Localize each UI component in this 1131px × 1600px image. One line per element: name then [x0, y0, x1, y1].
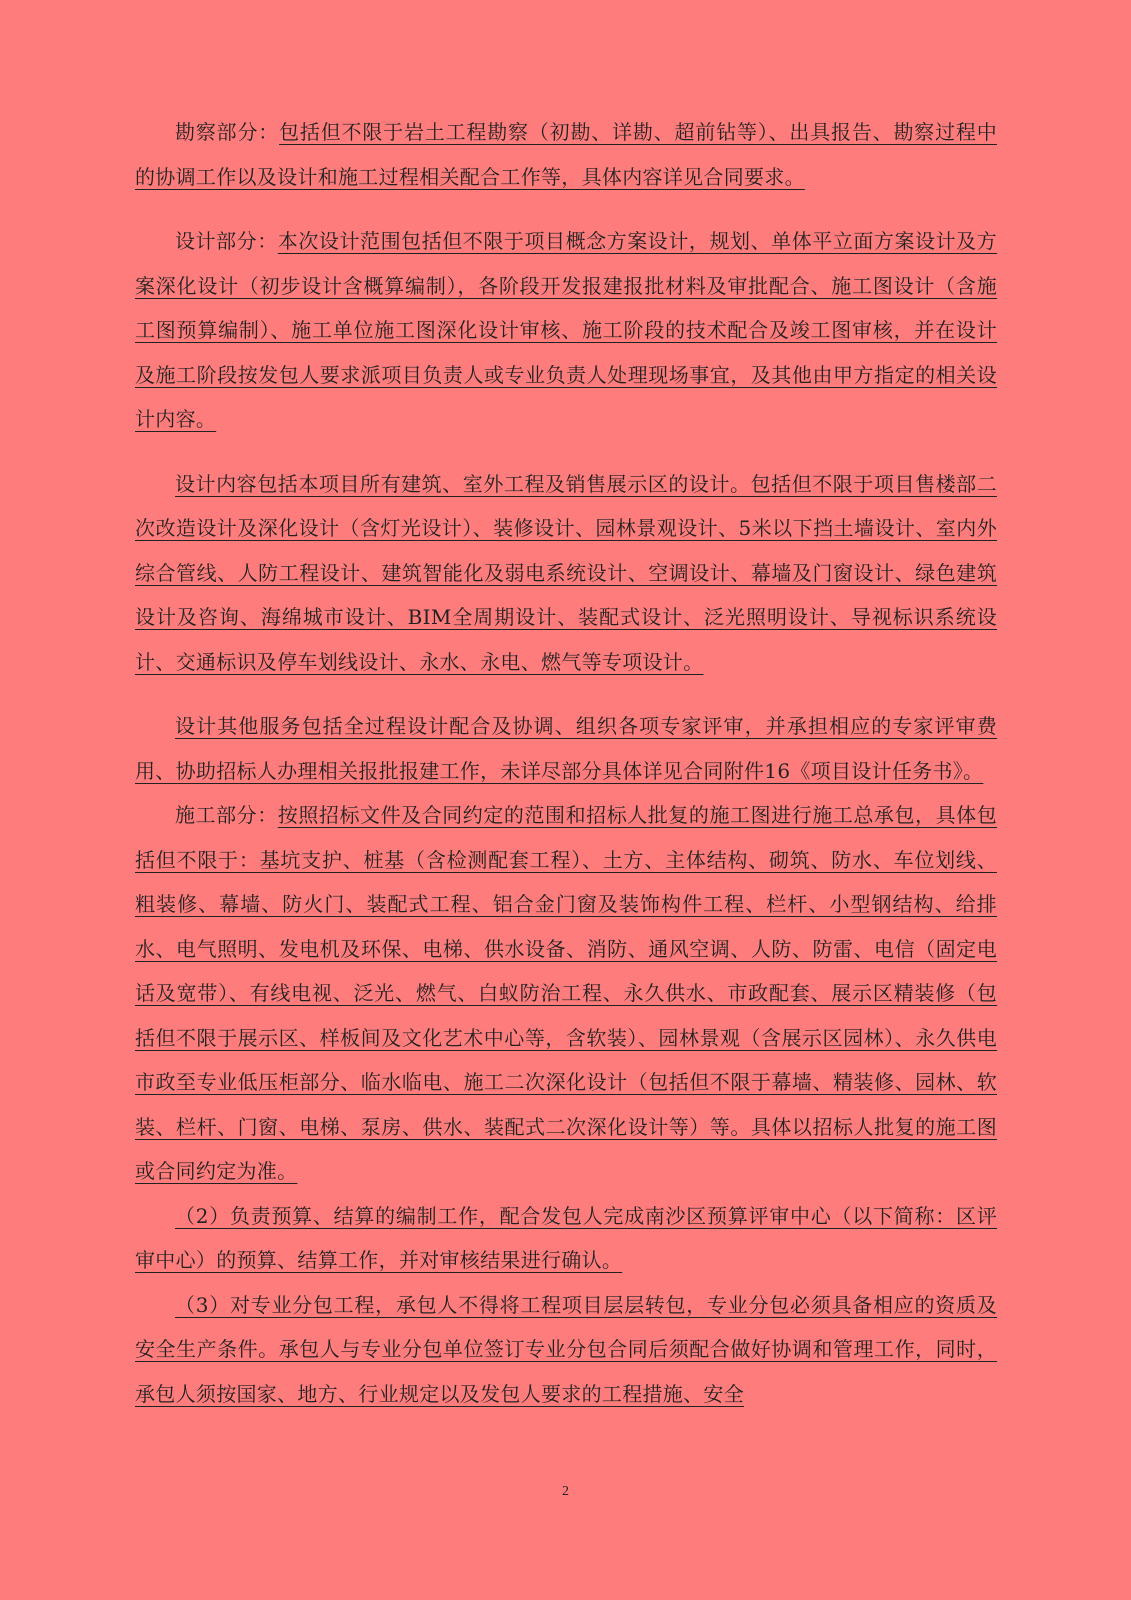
- paragraph-design: [135, 219, 997, 442]
- paragraph-text: （3）对专业分包工程，承包人不得将工程项目层层转包，专业分包必须具备相应的资质及安全生产条件。承包人与专业分包单位签订专业分包合同后须配合做好协调和管理工作，同时，承包人须按国家、地方、行业规定以及发包人要求的工程措施、安全: [135, 1292, 997, 1406]
- paragraph-label: 勘察部分：: [175, 120, 280, 144]
- paragraph-text: 设计其他服务包括全过程设计配合及协调、组织各项专家评审，并承担相应的专家评审费用、协助招标人办理相关报批报建工作，未详尽部分具体详见合同附件16《项目设计任务书》。: [135, 714, 997, 783]
- paragraph-survey: [135, 110, 997, 199]
- page-number: 2: [562, 1484, 569, 1499]
- paragraph-budget: [135, 1194, 997, 1283]
- paragraph-text: 按照招标文件及合同约定的范围和招标人批复的施工图进行施工总承包，具体包括但不限于：基坑支护、桩基（含检测配套工程）、土方、主体结构、砌筑、防水、车位划线、粗装修、幕墙、防火门、装配式工程、铝合金门窗及装饰构件工程、栏杆、小型钢结构、给排水、电气照明、发电机及环保、电梯、供水设备、消防、通风空调、人防、防雷、电信（固定电话及宽带）、有线电视、泛光、燃气、白蚁防治工程、永久供水、市政配套、展示区精装修（包括但不限于展示区、样板间及文化艺术中心等，含软装）、园林景观（含展示区园林）、永久供电市政至专业低压柜部分、临水临电、施工二次深化设计（包括但不限于幕墙、精装修、园林、软装、栏杆、门窗、电梯、泵房、供水、装配式二次深化设计等）等。具体以招标人批复的施工图或合同约定为准。: [135, 803, 998, 1183]
- document-body: [135, 110, 997, 1416]
- paragraph-text: 包括但不限于岩土工程勘察（初勘、详勘、超前钻等）、出具报告、勘察过程中的协调工作以及设计和施工过程相关配合工作等，具体内容详见合同要求。: [135, 120, 998, 189]
- paragraph-text: 设计内容包括本项目所有建筑、室外工程及销售展示区的设计。包括但不限于项目售楼部二次改造设计及深化设计（含灯光设计）、装修设计、园林景观设计、5米以下挡土墙设计、室内外综合管线、人防工程设计、建筑智能化及弱电系统设计、空调设计、幕墙及门窗设计、绿色建筑设计及咨询、海绵城市设计、BIM全周期设计、装配式设计、泛光照明设计、导视标识系统设计、交通标识及停车划线设计、永水、永电、燃气等专项设计。: [135, 471, 997, 674]
- paragraph-construction: [135, 793, 997, 1194]
- paragraph-design-content: [135, 462, 997, 685]
- paragraph-subcontract: [135, 1283, 997, 1417]
- paragraph-label: 施工部分：: [175, 803, 278, 827]
- paragraph-text: （2）负责预算、结算的编制工作，配合发包人完成南沙区预算评审中心（以下简称：区评审中心）的预算、结算工作，并对审核结果进行确认。: [135, 1203, 997, 1272]
- paragraph-text: 本次设计范围包括但不限于项目概念方案设计，规划、单体平立面方案设计及方案深化设计（初步设计含概算编制），各阶段开发报建报批材料及审批配合、施工图设计（含施工图预算编制）、施工单位施工图深化设计审核、施工阶段的技术配合及竣工图审核，并在设计及施工阶段按发包人要求派项目负责人或专业负责人处理现场事宜，及其他由甲方指定的相关设计内容。: [135, 229, 998, 431]
- paragraph-design-services: [135, 704, 997, 793]
- paragraph-label: 设计部分：: [175, 229, 278, 253]
